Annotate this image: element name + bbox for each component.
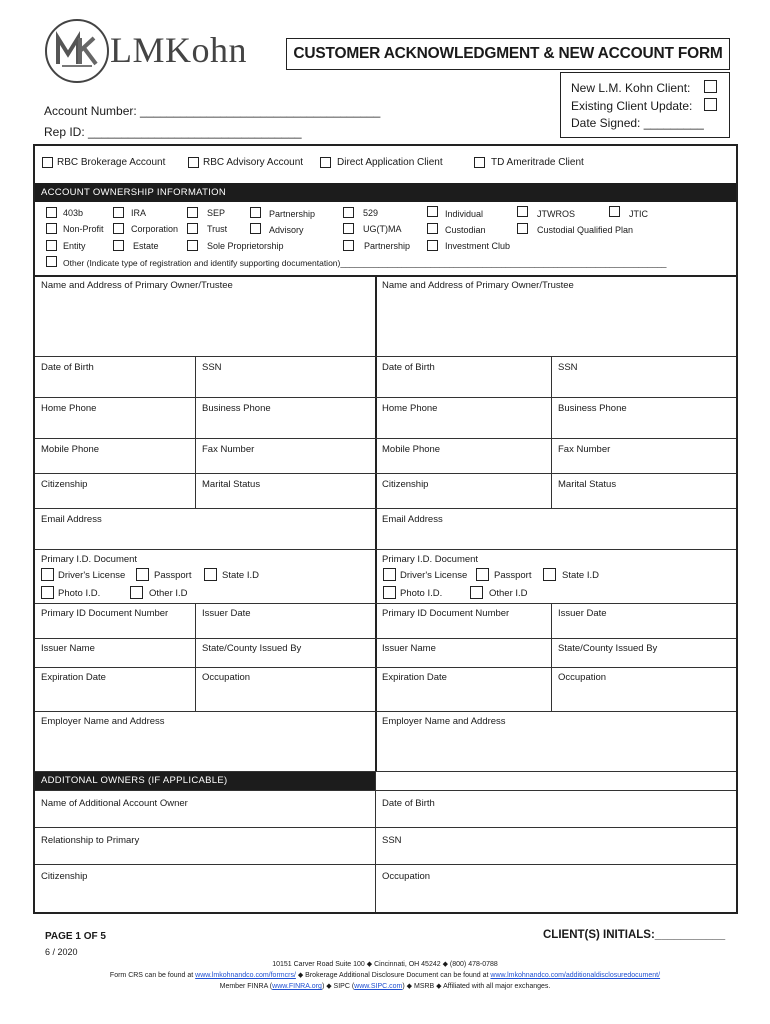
- account-type-row: [40, 156, 730, 172]
- marital-status-label: Marital Status: [558, 479, 617, 490]
- business-phone-label: Business Phone: [202, 403, 271, 414]
- marital-status-label: Marital Status: [202, 479, 261, 490]
- custodian-label: Custodian: [445, 225, 486, 235]
- primary-id-label: Primary I.D. Document: [382, 554, 479, 565]
- dob-label: Date of Birth: [382, 362, 435, 373]
- investment-club-label: Investment Club: [445, 241, 511, 251]
- rbc-brokerage-label: RBC Brokerage Account: [57, 157, 166, 168]
- direct-application-label: Direct Application Client: [337, 157, 443, 168]
- page-title: CUSTOMER ACKNOWLEDGMENT & NEW ACCOUNT FORM: [293, 45, 723, 62]
- occupation-label: Occupation: [558, 672, 607, 683]
- partnership-checkbox[interactable]: [250, 207, 261, 218]
- additional-owners-header-text: ADDITONAL OWNERS (IF APPLICABLE): [41, 775, 228, 786]
- issuer-date-label: Issuer Date: [202, 608, 251, 619]
- logo: [44, 18, 274, 86]
- id-number-label: Primary ID Document Number: [41, 608, 169, 619]
- passport-checkbox[interactable]: [136, 568, 149, 581]
- advisory-label: Advisory: [269, 225, 304, 235]
- additional-owners-header: [35, 771, 375, 790]
- business-phone-label: Business Phone: [558, 403, 627, 414]
- jtic-label: JTIC: [629, 209, 648, 219]
- id-number-label: Primary ID Document Number: [382, 608, 510, 619]
- state-county-label: State/County Issued By: [558, 643, 658, 654]
- email-label: Email Address: [41, 514, 102, 525]
- sipc-text: ) ◆ SIPC (: [321, 983, 355, 990]
- form-title-box: [286, 38, 730, 70]
- home-phone-label: Home Phone: [41, 403, 97, 414]
- finra-link[interactable]: www.FINRA.org: [272, 983, 322, 990]
- account-number-field[interactable]: Account Number: ____________________________________: [44, 104, 381, 118]
- custodian-checkbox[interactable]: [427, 223, 438, 234]
- issuer-date-label: Issuer Date: [558, 608, 607, 619]
- additional-disclosure-link[interactable]: www.lmkohnandco.com/additionaldisclosuredocument/: [490, 972, 661, 979]
- page-number: PAGE 1 OF 5: [45, 931, 106, 942]
- corporation-label: Corporation: [131, 224, 179, 234]
- state-id-label: State I.D: [222, 570, 259, 581]
- trust-label: Trust: [207, 224, 228, 234]
- 529-checkbox[interactable]: [343, 207, 354, 218]
- dob-label: Date of Birth: [41, 362, 94, 373]
- estate-checkbox[interactable]: [113, 240, 124, 251]
- citizenship-label: Citizenship: [382, 479, 429, 490]
- drivers-license-label: Driver's License: [58, 570, 126, 581]
- existing-update-label: Existing Client Update:: [571, 99, 693, 113]
- additional-owner-name-label: Name of Additional Account Owner: [41, 798, 188, 809]
- individual-label: Individual: [445, 209, 484, 219]
- other-registration-label[interactable]: Other (Indicate type of registration and identify supporting documentation)_____________________________________________________________________: [63, 258, 667, 268]
- divider: [35, 864, 736, 865]
- drivers-license-label: Driver's License: [400, 570, 468, 581]
- ira-label: IRA: [131, 208, 147, 218]
- sole-proprietorship-label: Sole Proprietorship: [207, 241, 284, 251]
- new-client-checkbox[interactable]: [704, 80, 717, 93]
- partnership-label: Partnership: [269, 209, 316, 219]
- form-crs-link[interactable]: www.lmkohnandco.com/formcrs/: [195, 972, 296, 979]
- member-text: Member FINRA (: [219, 983, 273, 990]
- photo-id-label: Photo I.D.: [58, 588, 101, 599]
- sep-checkbox[interactable]: [187, 207, 198, 218]
- other-id-label: Other I.D: [489, 588, 528, 599]
- additional-ssn-label: SSN: [382, 835, 402, 846]
- expiration-label: Expiration Date: [41, 672, 106, 683]
- divider: [375, 771, 376, 912]
- jtwros-label: JTWROS: [537, 209, 575, 219]
- td-ameritrade-checkbox[interactable]: [474, 157, 485, 168]
- passport-label: Passport: [154, 570, 192, 581]
- sipc-link[interactable]: www.SIPC.com: [354, 983, 403, 990]
- ownership-options: [35, 204, 736, 274]
- passport-label: Passport: [494, 570, 532, 581]
- jtwros-checkbox[interactable]: [517, 206, 528, 217]
- jtic-checkbox[interactable]: [609, 206, 620, 217]
- rbc-brokerage-checkbox[interactable]: [42, 157, 53, 168]
- issuer-name-label: Issuer Name: [41, 643, 95, 654]
- ownership-header-text: ACCOUNT OWNERSHIP INFORMATION: [41, 187, 226, 198]
- fax-label: Fax Number: [558, 444, 611, 455]
- ownership-header: [35, 183, 736, 202]
- partnership-2-checkbox[interactable]: [343, 240, 354, 251]
- photo-id-checkbox[interactable]: [383, 586, 396, 599]
- rbc-advisory-label: RBC Advisory Account: [203, 157, 304, 168]
- employer-label: Employer Name and Address: [41, 716, 165, 727]
- advisory-checkbox[interactable]: [250, 223, 261, 234]
- 529-label: 529: [363, 208, 379, 218]
- other-registration-checkbox[interactable]: [46, 256, 57, 267]
- state-id-checkbox[interactable]: [543, 568, 556, 581]
- client-initials-field[interactable]: CLIENT(S) INITIALS:___________: [543, 929, 726, 941]
- existing-update-checkbox[interactable]: [704, 98, 717, 111]
- new-client-label: New L.M. Kohn Client:: [571, 81, 691, 95]
- ssn-label: SSN: [558, 362, 578, 373]
- ugtma-label: UG(T)MA: [363, 224, 402, 234]
- additional-dob-label: Date of Birth: [382, 798, 435, 809]
- logo-text: LMKohn: [110, 30, 247, 70]
- footer-disclosures: [0, 971, 770, 979]
- additional-occupation-label: Occupation: [382, 871, 431, 882]
- non-profit-label: Non-Profit: [63, 224, 104, 234]
- name-address-label: Name and Address of Primary Owner/Trustee: [41, 280, 233, 291]
- crs-text: Form CRS can be found at: [109, 972, 196, 979]
- additional-citizenship-label: Citizenship: [41, 871, 88, 882]
- entity-checkbox[interactable]: [46, 240, 57, 251]
- partnership-2-label: Partnership: [364, 241, 411, 251]
- secondary-owner-column: [377, 275, 736, 771]
- divider: [35, 827, 736, 828]
- td-ameritrade-label: TD Ameritrade Client: [491, 157, 584, 168]
- entity-label: Entity: [63, 241, 86, 251]
- client-status-box: [560, 72, 730, 138]
- divider: [35, 790, 736, 791]
- 403b-checkbox[interactable]: [46, 207, 57, 218]
- photo-id-label: Photo I.D.: [400, 588, 443, 599]
- drivers-license-checkbox[interactable]: [383, 568, 396, 581]
- direct-application-checkbox[interactable]: [320, 157, 331, 168]
- relationship-label: Relationship to Primary: [41, 835, 140, 846]
- rbc-advisory-checkbox[interactable]: [188, 157, 199, 168]
- sole-proprietorship-checkbox[interactable]: [187, 240, 198, 251]
- fax-label: Fax Number: [202, 444, 255, 455]
- passport-checkbox[interactable]: [476, 568, 489, 581]
- state-id-label: State I.D: [562, 570, 599, 581]
- other-id-checkbox[interactable]: [470, 586, 483, 599]
- citizenship-label: Citizenship: [41, 479, 88, 490]
- disclosure-text: ◆ Brokerage Additional Disclosure Document can be found at: [295, 972, 491, 979]
- ugtma-checkbox[interactable]: [343, 223, 354, 234]
- custodial-qualified-plan-label: Custodial Qualified Plan: [537, 225, 634, 235]
- affiliation-text: ) ◆ MSRB ◆ Affiliated with all major exchanges.: [402, 983, 551, 990]
- revision-date: 6 / 2020: [45, 947, 78, 957]
- other-id-label: Other I.D: [149, 588, 188, 599]
- email-label: Email Address: [382, 514, 443, 525]
- employer-label: Employer Name and Address: [382, 716, 506, 727]
- expiration-label: Expiration Date: [382, 672, 447, 683]
- divider: [35, 771, 736, 772]
- estate-label: Estate: [133, 241, 159, 251]
- state-id-checkbox[interactable]: [204, 568, 217, 581]
- primary-id-label: Primary I.D. Document: [41, 554, 138, 565]
- other-id-checkbox[interactable]: [130, 586, 143, 599]
- sep-label: SEP: [207, 208, 226, 218]
- 403b-label: 403b: [63, 208, 84, 218]
- corporation-checkbox[interactable]: [113, 223, 124, 234]
- investment-club-checkbox[interactable]: [427, 240, 438, 251]
- mobile-phone-label: Mobile Phone: [41, 444, 100, 455]
- occupation-label: Occupation: [202, 672, 251, 683]
- non-profit-checkbox[interactable]: [46, 223, 57, 234]
- footer-address: 10151 Carver Road Suite 100 ◆ Cincinnati, OH 45242 ◆ (800) 478-0788: [272, 961, 498, 968]
- custodial-qualified-plan-checkbox[interactable]: [517, 223, 528, 234]
- logo-mark-icon: [44, 18, 110, 84]
- issuer-name-label: Issuer Name: [382, 643, 436, 654]
- ira-checkbox[interactable]: [113, 207, 124, 218]
- drivers-license-checkbox[interactable]: [41, 568, 54, 581]
- rep-id-field[interactable]: Rep ID: ________________________________: [44, 125, 302, 139]
- photo-id-checkbox[interactable]: [41, 586, 54, 599]
- footer-member: [0, 982, 770, 990]
- date-signed-field[interactable]: Date Signed: _________: [571, 116, 704, 130]
- name-address-label: Name and Address of Primary Owner/Trustee: [382, 280, 574, 291]
- individual-checkbox[interactable]: [427, 206, 438, 217]
- primary-owner-column: [35, 275, 375, 771]
- home-phone-label: Home Phone: [382, 403, 438, 414]
- state-county-label: State/County Issued By: [202, 643, 302, 654]
- trust-checkbox[interactable]: [187, 223, 198, 234]
- ssn-label: SSN: [202, 362, 222, 373]
- mobile-phone-label: Mobile Phone: [382, 444, 441, 455]
